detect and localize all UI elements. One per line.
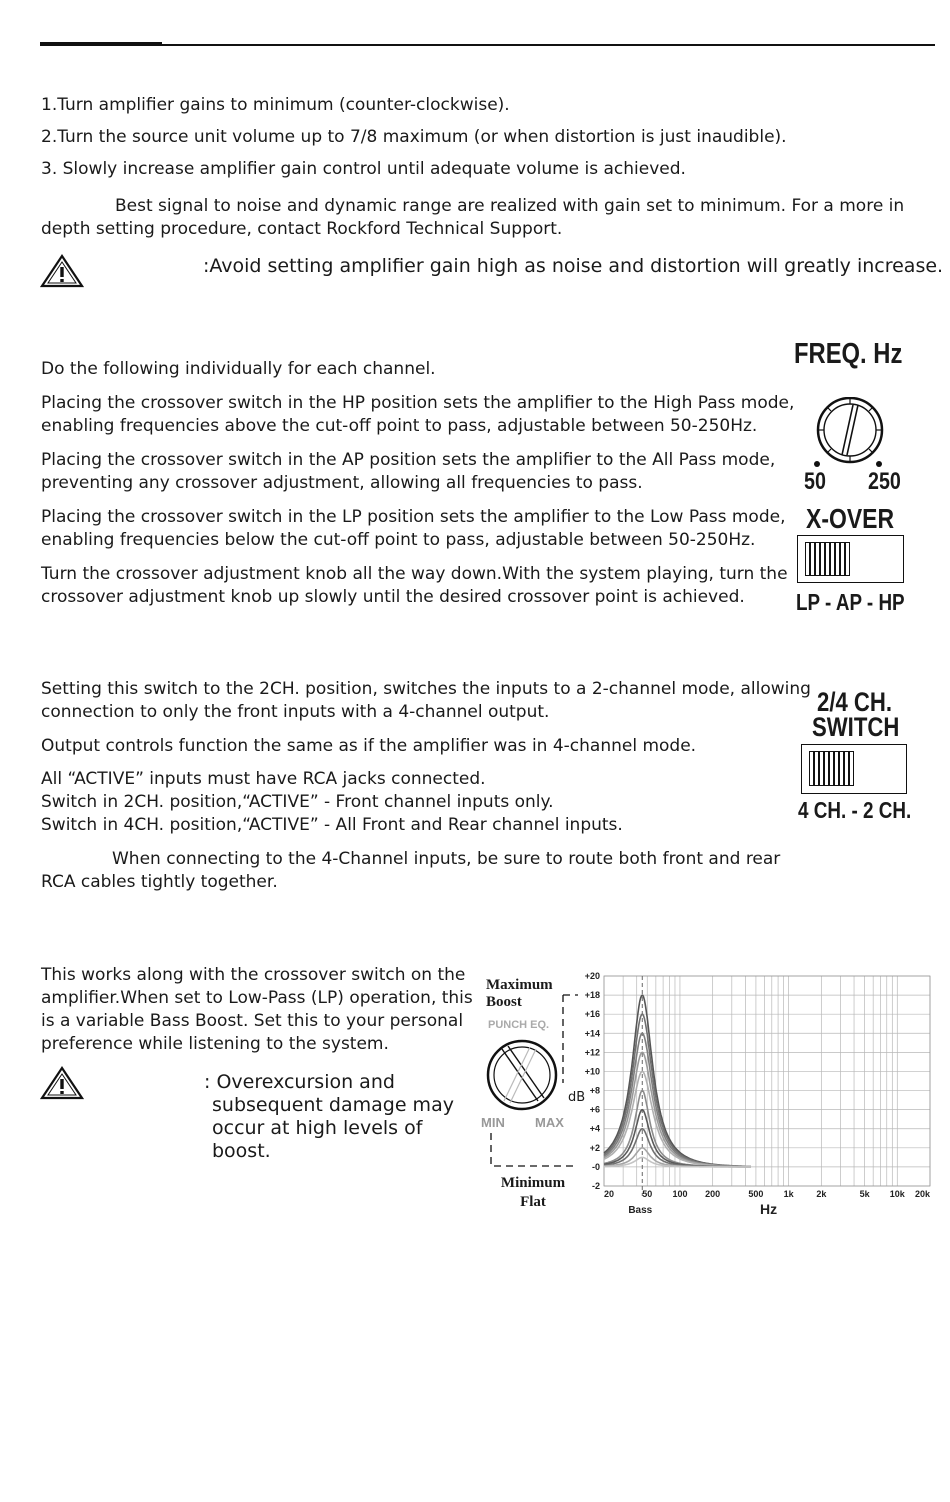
gain-caution-text: :Avoid setting amplifier gain high as noise and distortion will greatly increase. xyxy=(203,255,944,277)
chart-x-tick-label: 200 xyxy=(705,1189,721,1199)
chart-y-tick-label: +6 xyxy=(589,1104,600,1115)
channel-output-paragraph: Output controls function the same as if the amplifier was in 4-channel mode. xyxy=(41,736,697,756)
chart-y-tick-label: -2 xyxy=(591,1181,600,1191)
xover-label: X-OVER xyxy=(806,503,895,534)
crossover-adjust-paragraph: Turn the crossover adjustment knob all the way down.With the system playing, turn the crossover adjustment knob up slowly until the desired crossover point is achieved. xyxy=(41,564,788,607)
chart-x-tick-label: 10k xyxy=(889,1189,905,1199)
channel-mode-paragraph: Setting this switch to the 2CH. position, switches the inputs to a 2-channel mode, allowing connection to only the front inputs with a 4-channel output. xyxy=(41,679,811,722)
freq-max-label: 250 xyxy=(868,468,901,495)
channel-switch-title-2: SWITCH xyxy=(812,712,900,742)
gain-step-1: 1.Turn amplifier gains to minimum (counter-clockwise). xyxy=(41,95,510,115)
chart-y-tick-label: +12 xyxy=(584,1047,600,1058)
caution-triangle-icon-2 xyxy=(40,1066,84,1100)
gain-note-line-1: Best signal to noise and dynamic range are realized with gain set to minimum. For a more in xyxy=(115,196,905,216)
chart-x-tick-label: 20 xyxy=(604,1189,615,1199)
chart-x-label: Hz xyxy=(760,1201,778,1217)
min-flat-label: Minimum Flat xyxy=(500,1175,566,1210)
chart-y-tick-label: +18 xyxy=(584,990,600,1001)
chart-x-tick-label: 1k xyxy=(783,1189,794,1199)
chart-x-tick-label: 100 xyxy=(672,1189,688,1199)
gain-step-2: 2.Turn the source unit volume up to 7/8 maximum (or when distortion is just inaudible). xyxy=(41,127,787,147)
chart-y-tick-label: +8 xyxy=(589,1085,600,1096)
chart-y-tick-label: +2 xyxy=(589,1142,600,1153)
chart-x-annotation: Bass xyxy=(628,1205,653,1216)
crossover-intro: Do the following individually for each channel. xyxy=(41,359,436,379)
crossover-hp-paragraph: Placing the crossover switch in the HP position sets the amplifier to the High Pass mode, enabling frequencies above the cut-off point to pass, adjustable between 50-250Hz. xyxy=(41,393,795,436)
knob-min-label: MIN xyxy=(481,1115,505,1130)
bass-caution-text: : Overexcursion and subsequent damage may occur at high levels of boost. xyxy=(204,1071,454,1162)
channel-note-line-1: When connecting to the 4-Channel inputs, be sure to route both front and rear xyxy=(112,849,781,869)
channel-switch[interactable] xyxy=(801,744,907,794)
channel-switch-positions: 4 CH. - 2 CH. xyxy=(798,797,912,823)
channel-active-paragraph: All “ACTIVE” inputs must have RCA jacks connected. Switch in 2CH. position,“ACTIVE” - Front channel inputs only. Switch in 4CH. position,“ACTIVE” - All Front and Rear channel inputs. xyxy=(41,769,623,835)
channel-switch-slider xyxy=(809,751,854,786)
freq-min-label: 50 xyxy=(804,468,826,495)
gain-note-line-2: depth setting procedure, contact Rockford Technical Support. xyxy=(41,219,563,239)
xover-switch-positions: LP - AP - HP xyxy=(796,589,905,615)
chart-y-tick-label: +4 xyxy=(589,1123,600,1134)
chart-y-tick-label: +16 xyxy=(584,1009,600,1020)
bass-boost-paragraph: This works along with the crossover switch on the amplifier.When set to Low-Pass (LP) operation, this is a variable Bass Boost. Set this to your personal preference while listening to the system. xyxy=(41,965,473,1054)
chart-series-line xyxy=(604,995,751,1166)
crossover-lp-paragraph: Placing the crossover switch in the LP position sets the amplifier to the Low Pass mode, enabling frequencies below the cut-off point to pass, adjustable between 50-250Hz. xyxy=(41,507,786,550)
chart-x-tick-label: 50 xyxy=(642,1189,653,1199)
knob-max-dot xyxy=(876,461,882,467)
xover-switch[interactable] xyxy=(797,535,904,583)
chart-y-tick-label: -0 xyxy=(591,1161,600,1172)
chart-x-tick-label: 500 xyxy=(748,1189,764,1199)
chart-y-tick-label: +20 xyxy=(584,971,600,981)
caution-triangle-icon xyxy=(40,254,84,288)
frequency-knob[interactable] xyxy=(812,397,888,467)
db-unit-label: dB xyxy=(568,1090,586,1105)
channel-switch-title-1: 2/4 CH. xyxy=(817,687,893,717)
chart-x-tick-label: 5k xyxy=(859,1189,870,1199)
freq-label: FREQ. Hz xyxy=(794,338,903,370)
boost-dashed-leaders xyxy=(478,965,588,1185)
chart-y-tick-label: +10 xyxy=(584,1066,600,1077)
knob-max-label: MAX xyxy=(535,1115,564,1130)
knob-min-dot xyxy=(814,461,820,467)
bass-boost-chart xyxy=(576,968,938,1220)
channel-note-line-2: RCA cables tightly together. xyxy=(41,872,278,892)
chart-x-tick-label: 20k xyxy=(914,1189,930,1199)
gain-step-3: 3. Slowly increase amplifier gain control until adequate volume is achieved. xyxy=(41,159,686,179)
chart-x-tick-label: 2k xyxy=(816,1189,827,1199)
crossover-ap-paragraph: Placing the crossover switch in the AP position sets the amplifier to the All Pass mode, preventing any crossover adjustment, allowing all frequencies to pass. xyxy=(41,450,776,493)
chart-y-tick-label: +14 xyxy=(584,1028,600,1039)
punch-eq-label: PUNCH EQ. xyxy=(488,1019,550,1031)
header-rule xyxy=(40,44,935,46)
xover-switch-slider xyxy=(805,542,850,576)
max-boost-label: Maximum Boost xyxy=(486,977,553,1010)
